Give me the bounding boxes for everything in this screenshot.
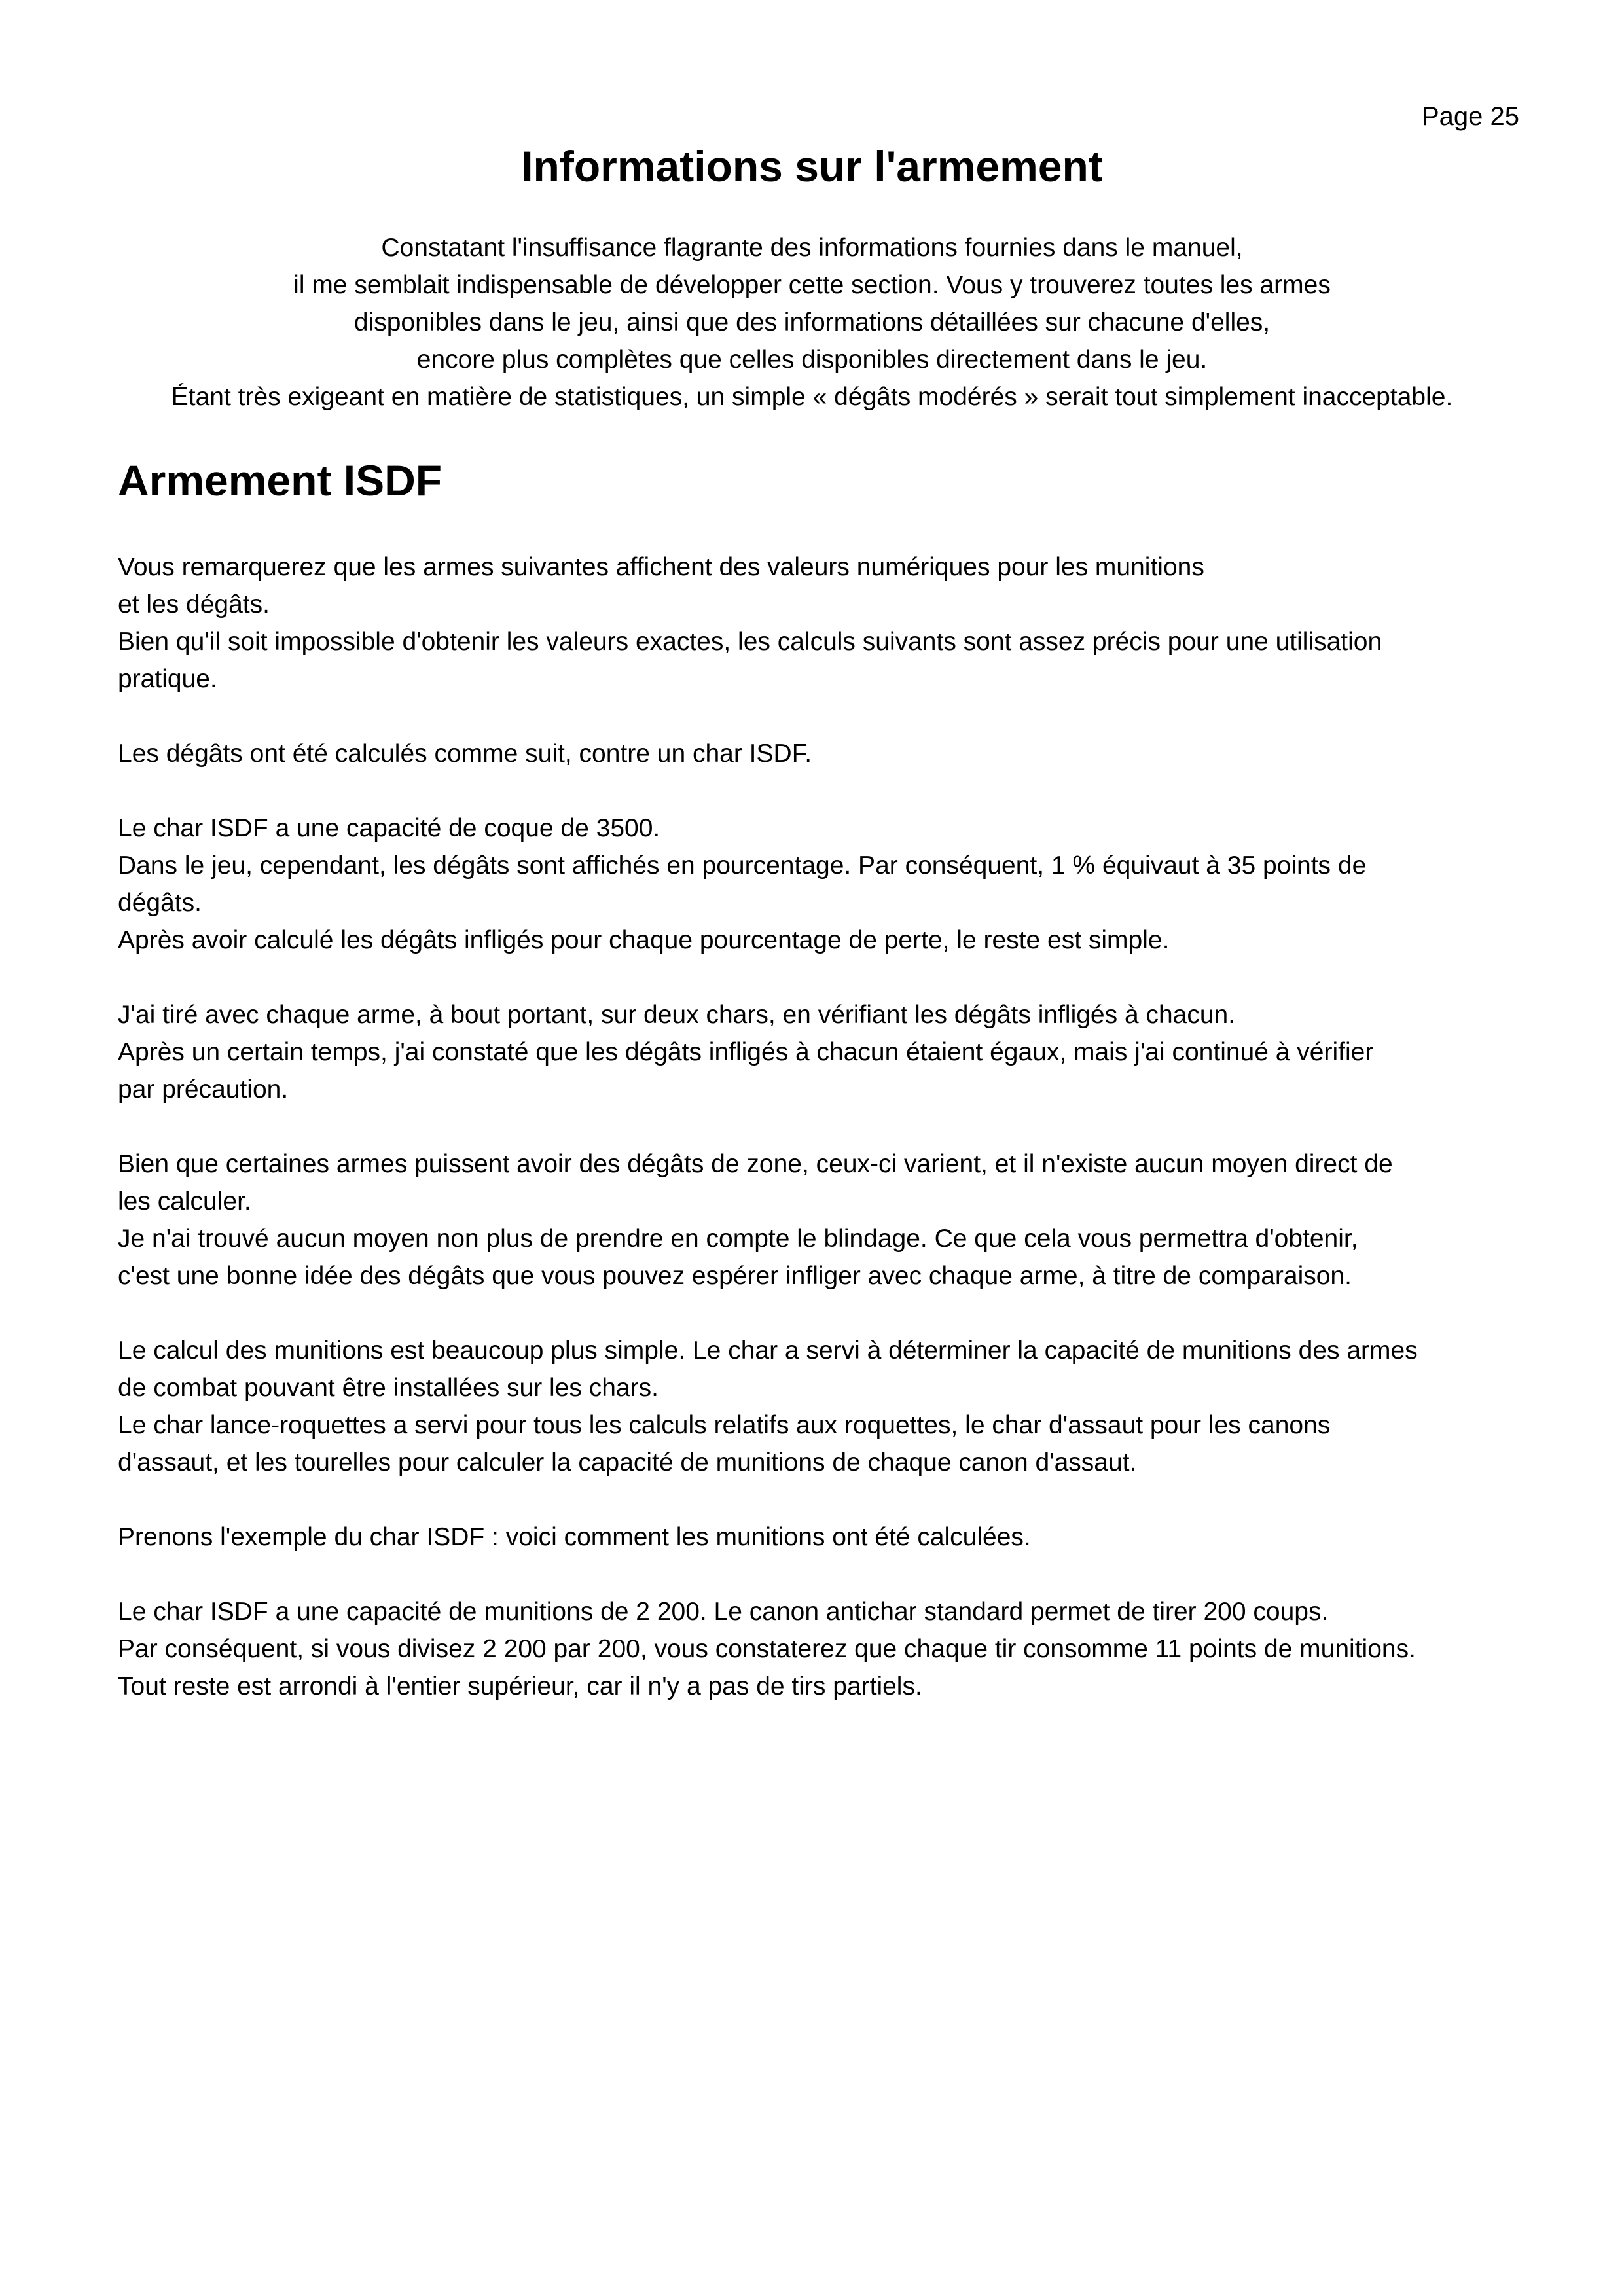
text-line: Tout reste est arrondi à l'entier supérieur, car il n'y a pas de tirs partiels. (118, 1672, 922, 1700)
intro-line: encore plus complètes que celles disponibles directement dans le jeu. (416, 346, 1208, 374)
paragraph-8 (118, 1593, 1525, 1705)
text-line: Vous remarquerez que les armes suivantes affichent des valeurs numériques pour les munitions (118, 553, 1204, 581)
paragraph-7 (118, 1518, 1525, 1556)
text-line: pratique. (118, 665, 217, 693)
text-line: Après un certain temps, j'ai constaté que les dégâts infligés à chacun étaient égaux, mais j'ai continué à vérifier (118, 1038, 1374, 1066)
text-line: Bien qu'il soit impossible d'obtenir les valeurs exactes, les calculs suivants sont assez précis pour une utilisation (118, 628, 1382, 656)
text-line: Dans le jeu, cependant, les dégâts sont affichés en pourcentage. Par conséquent, 1 % équivaut à 35 points de (118, 852, 1367, 880)
text-line: Le calcul des munitions est beaucoup plus simple. Le char a servi à déterminer la capacité de munitions des armes (118, 1336, 1418, 1365)
paragraph-4 (118, 996, 1525, 1108)
section-title: Armement ISDF (118, 456, 442, 505)
intro-line: Étant très exigeant en matière de statistiques, un simple « dégâts modérés » serait tout simplement inacceptable. (171, 383, 1453, 411)
text-line: Le char ISDF a une capacité de munitions de 2 200. Le canon antichar standard permet de tirer 200 coups. (118, 1598, 1329, 1626)
page-title: Informations sur l'armement (521, 142, 1103, 190)
text-line: par précaution. (118, 1075, 289, 1103)
text-line: Après avoir calculé les dégâts infligés pour chaque pourcentage de perte, le reste est simple. (118, 926, 1170, 954)
intro-line: il me semblait indispensable de développer cette section. Vous y trouverez toutes les armes (293, 271, 1331, 299)
page-number: Page 25 (1421, 102, 1519, 131)
paragraph-1 (118, 548, 1525, 698)
intro-paragraph (98, 229, 1526, 416)
text-line: Je n'ai trouvé aucun moyen non plus de prendre en compte le blindage. Ce que cela vous permettra d'obtenir, (118, 1225, 1358, 1253)
text-line: Les dégâts ont été calculés comme suit, contre un char ISDF. (118, 740, 812, 768)
section-body (118, 548, 1525, 1742)
text-line: c'est une bonne idée des dégâts que vous pouvez espérer infliger avec chaque arme, à titre de comparaison. (118, 1262, 1352, 1290)
text-line: les calculer. (118, 1187, 251, 1215)
text-line: Bien que certaines armes puissent avoir des dégâts de zone, ceux-ci varient, et il n'existe aucun moyen direct de (118, 1150, 1393, 1178)
paragraph-5 (118, 1145, 1525, 1295)
intro-line: Constatant l'insuffisance flagrante des informations fournies dans le manuel, (381, 234, 1243, 262)
text-line: dégâts. (118, 889, 202, 917)
paragraph-2 (118, 735, 1525, 772)
text-line: Le char ISDF a une capacité de coque de 3500. (118, 814, 660, 842)
text-line: Prenons l'exemple du char ISDF : voici comment les munitions ont été calculées. (118, 1523, 1031, 1551)
text-line: J'ai tiré avec chaque arme, à bout portant, sur deux chars, en vérifiant les dégâts infligés à chacun. (118, 1001, 1236, 1029)
intro-line: disponibles dans le jeu, ainsi que des informations détaillées sur chacune d'elles, (353, 308, 1271, 336)
text-line: Le char lance-roquettes a servi pour tous les calculs relatifs aux roquettes, le char d'assaut pour les canons (118, 1411, 1331, 1439)
text-line: et les dégâts. (118, 590, 270, 619)
text-line: de combat pouvant être installées sur les chars. (118, 1374, 659, 1402)
text-line: Par conséquent, si vous divisez 2 200 par 200, vous constaterez que chaque tir consomme 11 points de munitions. (118, 1635, 1416, 1663)
paragraph-3 (118, 810, 1525, 959)
paragraph-6 (118, 1332, 1525, 1481)
text-line: d'assaut, et les tourelles pour calculer la capacité de munitions de chaque canon d'assaut. (118, 1448, 1137, 1477)
